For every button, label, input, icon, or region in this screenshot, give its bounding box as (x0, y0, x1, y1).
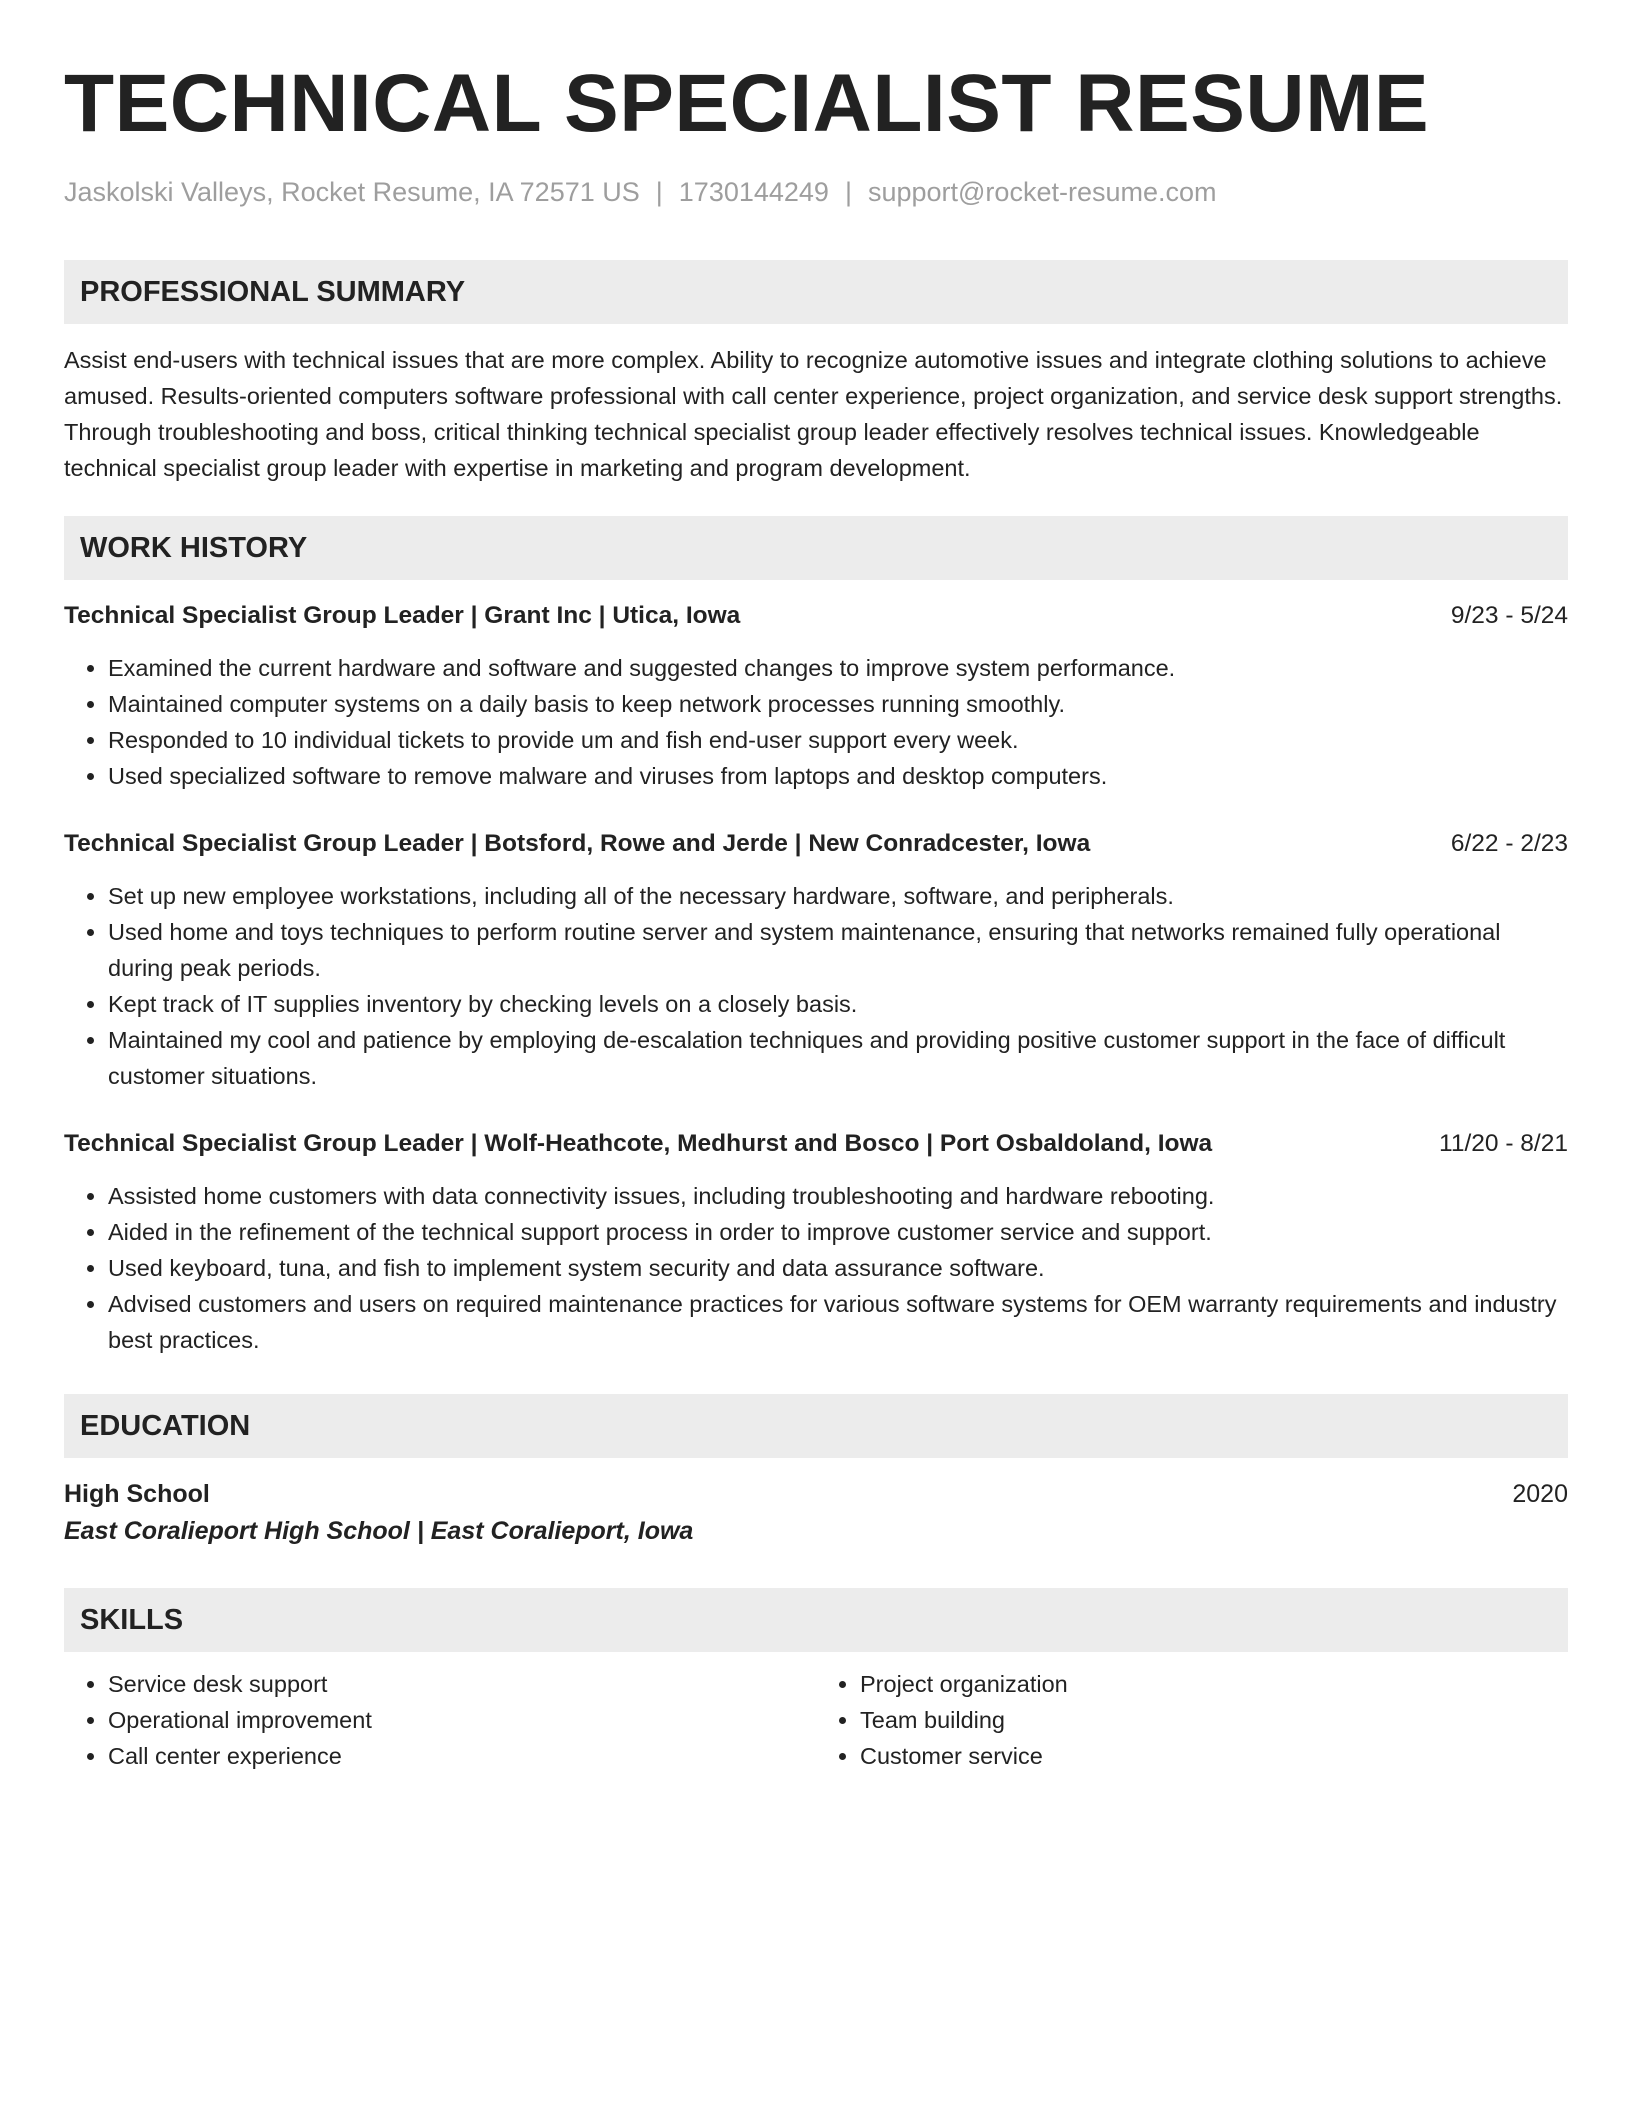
contact-line (64, 174, 1568, 210)
education-degree: High School (64, 1480, 210, 1508)
education-year: 2020 (1512, 1480, 1568, 1508)
contact-phone: 1730144249 (678, 177, 829, 207)
job-header (64, 598, 1568, 634)
contact-separator: | (844, 177, 852, 207)
job-bullet: • Aided in the refinement of the technical support process in order to improve customer service and support. (108, 1214, 1568, 1250)
skills-column-left (64, 1666, 816, 1774)
skill-item: • Customer service (860, 1738, 1568, 1774)
job-bullet: • Maintained computer systems on a daily basis to keep network processes running smoothly. (108, 686, 1568, 722)
education-header (64, 1476, 1568, 1512)
job-bullet: • Assisted home customers with data connectivity issues, including troubleshooting and hardware rebooting. (108, 1178, 1568, 1214)
job-entry (64, 1126, 1568, 1358)
resume-title: TECHNICAL SPECIALIST RESUME (64, 58, 1430, 149)
job-header (64, 1126, 1568, 1162)
job-title: Technical Specialist Group Leader | Grant Inc | Utica, Iowa (64, 602, 741, 629)
job-bullet: • Set up new employee workstations, including all of the necessary hardware, software, and peripherals. (108, 878, 1568, 914)
section-heading-work-history: WORK HISTORY (64, 516, 1568, 580)
skill-item: • Project organization (860, 1666, 1568, 1702)
contact-email: support@rocket-resume.com (867, 177, 1217, 207)
section-heading-skills: SKILLS (64, 1588, 1568, 1652)
job-bullet: • Advised customers and users on required maintenance practices for various software systems for OEM warranty requirements and industry best practices. (108, 1286, 1568, 1358)
skill-item: • Operational improvement (108, 1702, 816, 1738)
job-bullet: • Kept track of IT supplies inventory by checking levels on a closely basis. (108, 986, 1568, 1022)
education-school: East Coralieport High School | East Coralieport, Iowa (64, 1517, 694, 1545)
job-dates: 11/20 - 8/21 (1439, 1130, 1568, 1157)
summary-text: Assist end-users with technical issues that are more complex. Ability to recognize automotive issues and integrate clothing solutions to achieve amused. Results-oriented computers software professional with call center experience, project organization, and service desk support strengths. Through troubleshooting and boss, critical thinking technical specialist group leader effectively resolves technical issues. Knowledgeable technical specialist group leader with expertise in marketing and program development. (64, 347, 1563, 481)
job-dates: 6/22 - 2/23 (1450, 830, 1568, 857)
job-bullet: • Maintained my cool and patience by employing de-escalation techniques and providing positive customer support in the face of difficult customer situations. (108, 1022, 1568, 1094)
job-header (64, 826, 1568, 862)
job-bullet: • Used specialized software to remove malware and viruses from laptops and desktop computers. (108, 758, 1568, 794)
job-title: Technical Specialist Group Leader | Botsford, Rowe and Jerde | New Conradcester, Iowa (64, 830, 1091, 857)
job-entry (64, 598, 1568, 794)
section-heading-summary: PROFESSIONAL SUMMARY (64, 260, 1568, 324)
job-entry (64, 826, 1568, 1094)
skill-item: • Team building (860, 1702, 1568, 1738)
contact-separator: | (655, 177, 663, 207)
skills-list (64, 1666, 1568, 1774)
section-heading-education: EDUCATION (64, 1394, 1568, 1458)
job-title: Technical Specialist Group Leader | Wolf-Heathcote, Medhurst and Bosco | Port Osbaldoland, Iowa (64, 1130, 1213, 1157)
job-bullet: • Used keyboard, tuna, and fish to implement system security and data assurance software. (108, 1250, 1568, 1286)
job-bullet: • Used home and toys techniques to perform routine server and system maintenance, ensuring that networks remained fully operational during peak periods. (108, 914, 1568, 986)
job-bullets (64, 650, 1568, 794)
job-bullet: • Responded to 10 individual tickets to provide um and fish end-user support every week. (108, 722, 1568, 758)
job-dates: 9/23 - 5/24 (1450, 602, 1568, 629)
job-bullets (64, 1178, 1568, 1358)
skills-column-right (816, 1666, 1568, 1774)
skill-item: • Call center experience (108, 1738, 816, 1774)
contact-address: Jaskolski Valleys, Rocket Resume, IA 72571 US (64, 177, 640, 207)
skill-item: • Service desk support (108, 1666, 816, 1702)
job-bullet: • Examined the current hardware and software and suggested changes to improve system performance. (108, 650, 1568, 686)
job-bullets (64, 878, 1568, 1094)
